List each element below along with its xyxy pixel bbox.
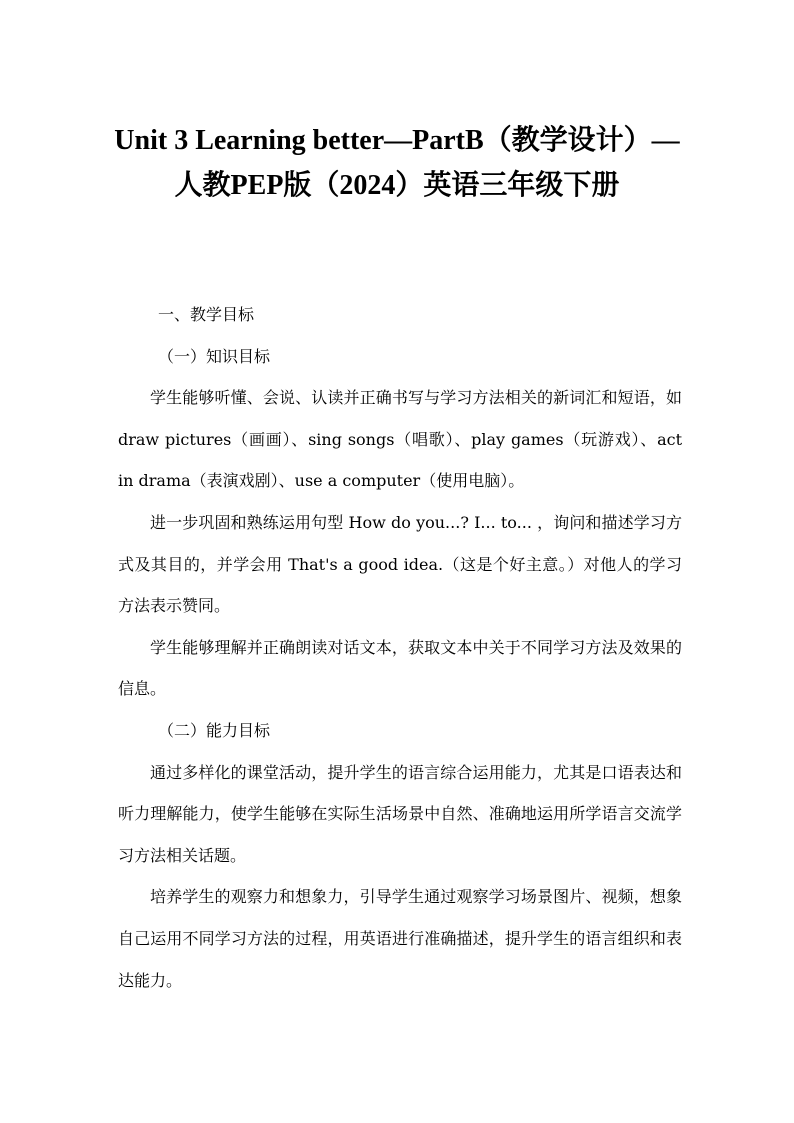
paragraph-vocabulary: 学生能够听懂、会说、认读并正确书写与学习方法相关的新词汇和短语，如 draw pictures（画画）、sing songs（唱歌）、play games（玩游戏）、act in drama（表演戏剧）、use a computer（使用电脑）。 [118, 388, 682, 491]
paragraph-language-use: 通过多样化的课堂活动，提升学生的语言综合运用能力，尤其是口语表达和听力理解能力，使学生能够在实际生活场景中自然、准确地运用所学语言交流学习方法相关话题。 [118, 762, 682, 865]
document-body [118, 294, 682, 1001]
document-title: Unit 3 Learning better—PartB（教学设计）—人教PEP版（2024）英语三年级下册 [114, 125, 680, 201]
section-heading-teaching-goals: 一、教学目标 [158, 305, 255, 324]
subsection-heading-ability-goals: （二）能力目标 [158, 720, 271, 740]
paragraph-reading: 学生能够理解并正确朗读对话文本，获取文本中关于不同学习方法及效果的信息。 [118, 637, 682, 699]
paragraph-sentence-patterns: 进一步巩固和熟练运用句型 How do you...? I... to... ，询问和描述学习方式及其目的，并学会用 That's a good idea.（这是个好主意。）对他人的学习方法表示赞同。 [118, 512, 682, 616]
paragraph-observation: 培养学生的观察力和想象力，引导学生通过观察学习场景图片、视频，想象自己运用不同学习方法的过程，用英语进行准确描述，提升学生的语言组织和表达能力。 [118, 887, 682, 990]
subsection-heading-knowledge-goals: （一）知识目标 [158, 346, 271, 366]
